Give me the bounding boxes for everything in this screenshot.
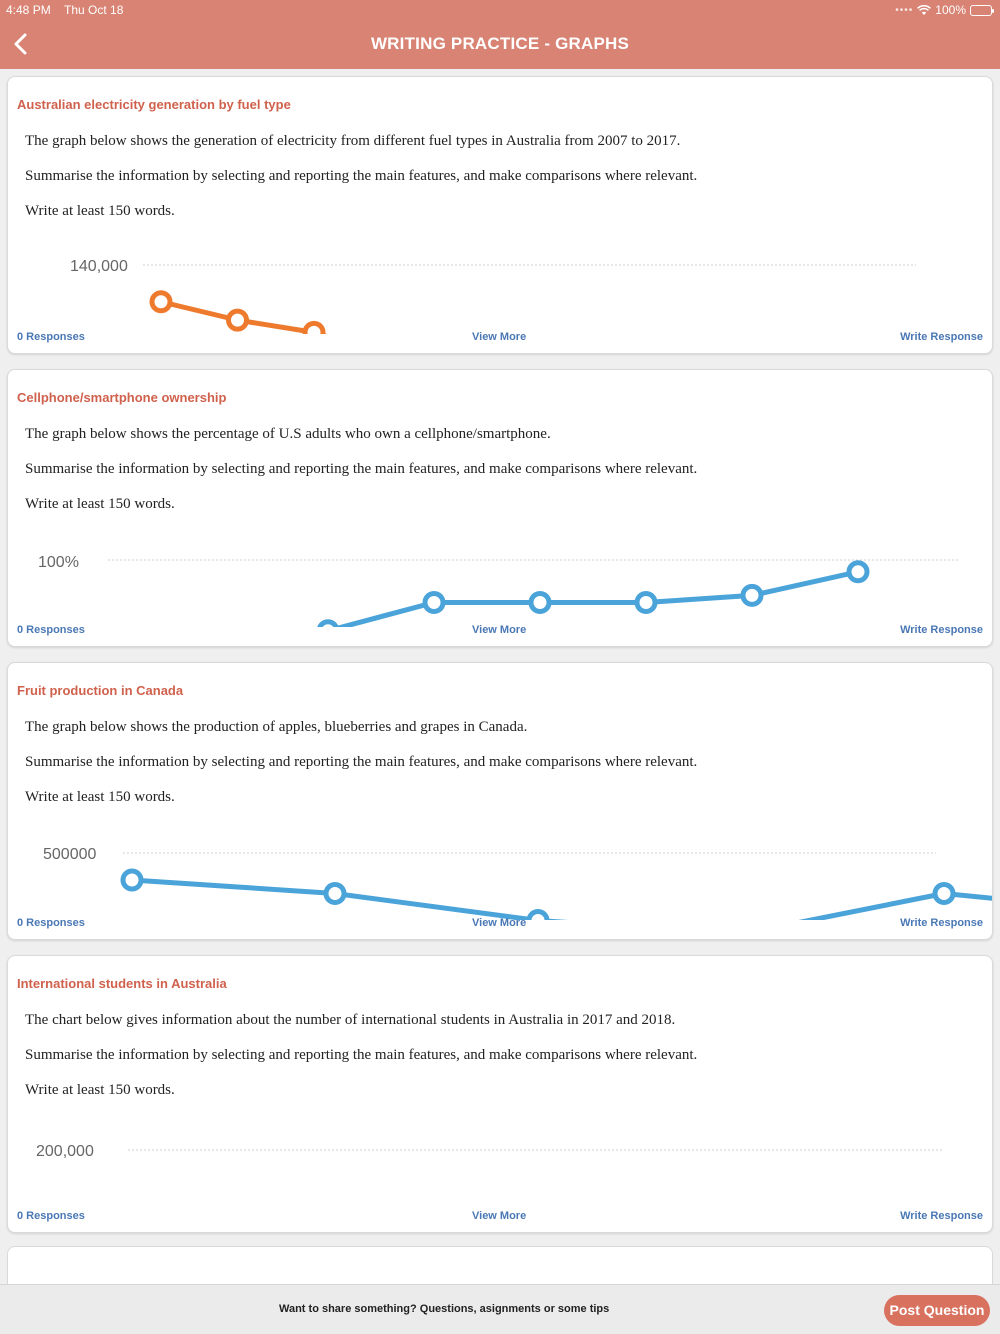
chart-preview (8, 530, 993, 627)
share-prompt[interactable]: Want to share something? Questions, asignments or some tips (279, 1303, 610, 1315)
write-response-link[interactable]: Write Response (900, 1210, 983, 1222)
bottom-bar (0, 1284, 1000, 1334)
y-tick-label: 140,000 (70, 258, 128, 275)
data-point (529, 912, 547, 921)
page-title: WRITING PRACTICE - GRAPHS (370, 34, 630, 53)
data-point (849, 563, 867, 581)
chart-preview (8, 237, 993, 334)
write-response-link[interactable]: Write Response (900, 624, 983, 636)
card-description: The graph below shows the generation of electricity from different fuel types in Australia from 2007 to 2017. (25, 133, 681, 149)
y-tick-label: 200,000 (36, 1143, 94, 1160)
battery-percent: 100% (935, 3, 966, 17)
data-point (425, 593, 443, 611)
card-instruction: Summarise the information by selecting and reporting the main features, and make comparisons where relevant. (25, 461, 698, 477)
data-point (935, 885, 953, 903)
responses-count[interactable]: 0 Responses (17, 1210, 85, 1222)
responses-count[interactable]: 0 Responses (17, 917, 85, 929)
card-word-count: Write at least 150 words. (25, 496, 175, 512)
data-point (123, 871, 141, 889)
card-title[interactable]: International students in Australia (17, 976, 227, 991)
status-time: 4:48 PM (6, 3, 51, 17)
status-bar (0, 0, 1000, 20)
nav-bar (0, 20, 1000, 69)
data-point (305, 323, 323, 334)
data-point (531, 593, 549, 611)
card-instruction: Summarise the information by selecting and reporting the main features, and make comparisons where relevant. (25, 168, 698, 184)
data-point (637, 593, 655, 611)
post-question-button[interactable]: Post Question (884, 1295, 990, 1326)
question-card[interactable] (7, 76, 993, 354)
responses-count[interactable]: 0 Responses (17, 331, 85, 343)
view-more-link[interactable]: View More (472, 331, 527, 343)
view-more-link[interactable]: View More (472, 624, 527, 636)
data-point (152, 293, 170, 311)
view-more-link[interactable]: View More (472, 1210, 527, 1222)
responses-count[interactable]: 0 Responses (17, 624, 85, 636)
chart-preview (8, 1116, 993, 1213)
card-description: The graph below shows the percentage of U.S adults who own a cellphone/smartphone. (25, 426, 551, 442)
data-point (229, 311, 247, 329)
data-point (319, 622, 337, 627)
card-instruction: Summarise the information by selecting and reporting the main features, and make comparisons where relevant. (25, 754, 698, 770)
series-line (132, 880, 993, 920)
write-response-link[interactable]: Write Response (900, 917, 983, 929)
question-card[interactable] (7, 662, 993, 940)
y-tick-label: 100% (38, 554, 79, 571)
signal-icon: •••• (895, 4, 914, 16)
card-word-count: Write at least 150 words. (25, 1082, 175, 1098)
card-description: The chart below gives information about the number of international students in Australia in 2017 and 2018. (25, 1012, 676, 1028)
write-response-link[interactable]: Write Response (900, 331, 983, 343)
card-description: The graph below shows the production of apples, blueberries and grapes in Canada. (25, 719, 528, 735)
battery-icon (970, 5, 992, 16)
question-card[interactable] (7, 955, 993, 1233)
question-card[interactable] (7, 369, 993, 647)
data-point (743, 586, 761, 604)
status-date: Thu Oct 18 (64, 3, 124, 17)
data-point (326, 885, 344, 903)
y-tick-label: 500000 (43, 846, 97, 863)
view-more-link[interactable]: View More (472, 917, 527, 929)
card-instruction: Summarise the information by selecting and reporting the main features, and make comparisons where relevant. (25, 1047, 698, 1063)
card-word-count: Write at least 150 words. (25, 203, 175, 219)
card-title[interactable]: Fruit production in Canada (17, 683, 184, 698)
chart-preview (8, 823, 993, 920)
card-title[interactable]: Australian electricity generation by fuel type (17, 97, 291, 112)
card-title[interactable]: Cellphone/smartphone ownership (17, 390, 227, 405)
wifi-icon (917, 5, 931, 16)
card-word-count: Write at least 150 words. (25, 789, 175, 805)
